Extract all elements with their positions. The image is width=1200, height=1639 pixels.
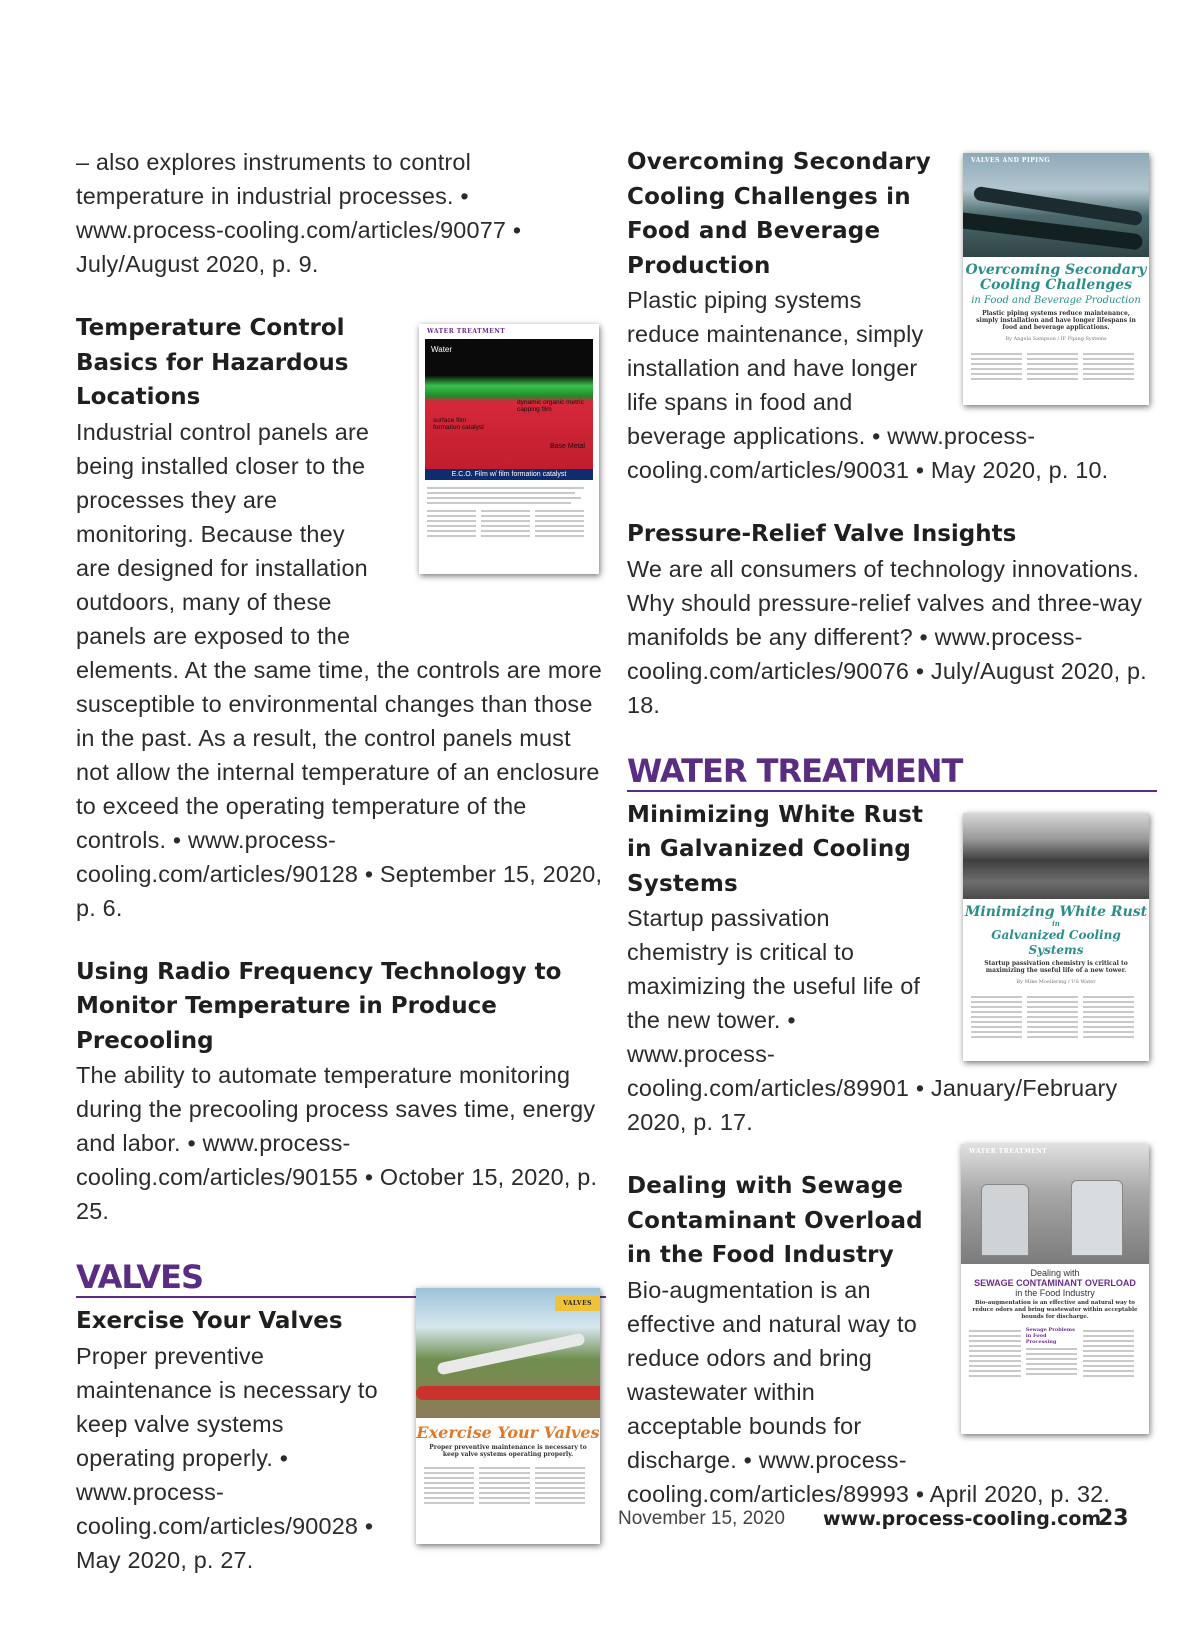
thumb-section-tag: VALVES AND PIPING <box>971 157 1051 164</box>
thumb-subtitle: Startup passivation chemistry is critical to maximizing the useful life of a new tower. <box>984 960 1128 974</box>
body-text-lines <box>963 989 1149 1045</box>
thumb-byline: By Mike Moellering / US Water <box>1016 979 1096 985</box>
thumbnail-white-rust[interactable] <box>963 813 1149 1061</box>
thumb-title-line: Overcoming Secondary <box>965 262 1147 278</box>
pipe-shape <box>436 1333 585 1376</box>
thumb-subtitle: Plastic piping systems reduce maintenance, simply installation and have longer lifespans in food and beverage applications. <box>976 310 1136 331</box>
cooling-tower-photo <box>963 813 1149 899</box>
thumb-title-line: in Food and Beverage Production <box>971 295 1141 306</box>
thumb-title-line: Dealing with <box>1030 1268 1080 1278</box>
thumb-body-heading: Sewage Problems in Food Processing <box>1025 1327 1075 1345</box>
article-title[interactable]: Temperature Control Basics for Hazardous Locations <box>76 315 349 410</box>
article-title[interactable]: Exercise Your Valves <box>76 1308 343 1334</box>
thumb-title-line: Cooling Challenges <box>980 277 1132 293</box>
valves-photo <box>416 1288 600 1418</box>
intro-article <box>76 145 606 281</box>
thumb-title-line: SEWAGE CONTAMINANT OVERLOAD <box>974 1278 1136 1288</box>
article-title[interactable]: Overcoming Secondary Cooling Challenges in Food and Beverage Production <box>627 149 931 279</box>
body-text-lines <box>963 346 1149 387</box>
label-surface-film: surface film formation catalyst <box>433 417 484 431</box>
section-header-water-treatment: WATER TREATMENT <box>627 752 1157 792</box>
article-title[interactable]: Pressure-Relief Valve Insights <box>627 521 1017 547</box>
site-url[interactable]: www.process-cooling.com <box>823 1508 1102 1530</box>
article-summary-text: Industrial control panels are being installed closer to the processes they are monitoring. Because they are designed for installation outdoors, many of these panels are exposed to the elements. At the same time, the controls are more susceptible to environmental changes than those in the past. As a result, the control panels must not allow the internal temperature of an enclosure to exceed the operating temperature of the controls. • www.process-cooling.com/articles/90128 • September 15, 2020, p. 6. <box>76 418 603 921</box>
article-title[interactable]: Using Radio Frequency Technology to Monitor Temperature in Produce Precooling <box>76 958 562 1054</box>
section-header-valves: VALVES <box>76 1258 606 1298</box>
tank-shape <box>1071 1180 1123 1256</box>
thumb-section-tag: WATER TREATMENT <box>427 328 506 335</box>
page-footer <box>618 1508 1138 1538</box>
thumb-title-in: in <box>1052 919 1060 928</box>
thumbnail-temperature-control[interactable] <box>419 324 599 574</box>
body-text-lines <box>419 480 599 544</box>
thumb-title-line: Galvanized Cooling Systems <box>991 928 1121 957</box>
article-title[interactable]: Dealing with Sewage Contaminant Overload in the Food Industry <box>627 1173 923 1268</box>
thumbnail-exercise-valves[interactable] <box>416 1288 600 1544</box>
label-water: Water <box>431 345 453 354</box>
tanks-photo <box>961 1144 1149 1264</box>
body-text-lines <box>961 1323 1149 1384</box>
article-summary-text: Proper preventive maintenance is necessary to keep valve systems operating properly. • www.process-cooling.com/articles/90028 • May 2020, p. 27. <box>76 1342 378 1573</box>
thumb-section-tag: WATER TREATMENT <box>969 1148 1048 1155</box>
article-radio-frequency <box>76 955 606 1229</box>
body-text-lines <box>416 1460 600 1511</box>
article-pressure-relief <box>627 517 1157 722</box>
thumb-title: Exercise Your Valves <box>416 1423 600 1442</box>
thumb-subtitle: Proper preventive maintenance is necessary to keep valve systems operating properly. <box>429 1444 587 1458</box>
article-summary-text: Plastic piping systems reduce maintenance, simply installation and have longer life spans in food and beverage applications. • www.process-cooling.com/articles/90031 • May 2020, p. 10. <box>627 287 1109 483</box>
article-summary-text: Bio-augmentation is an effective and natural way to reduce odors and bring wastewater within acceptable bounds for discharge. • www.process-cooling.com/articles/89993 • April 2020, p. 32. <box>627 1276 1111 1507</box>
thumbnail-sewage[interactable] <box>961 1144 1149 1434</box>
thumb-section-tag: VALVES <box>555 1296 600 1311</box>
thumb-byline: By Angela Sampson / IF Piping Systems <box>1005 336 1107 342</box>
thumb-subtitle: Bio-augmentation is an effective and natural way to reduce odors and bring wastewater within acceptable bounds for discharge. <box>972 1300 1138 1320</box>
tank-shape <box>981 1184 1029 1256</box>
article-title[interactable]: Minimizing White Rust in Galvanized Cooling Systems <box>627 801 924 897</box>
thumbnail-secondary-cooling[interactable] <box>963 153 1149 405</box>
article-summary: The ability to automate temperature monitoring during the precooling process saves time, energy and labor. • www.process-cooling.com/articles/90155 • October 15, 2020, p. 25. <box>76 1062 598 1224</box>
article-summary: We are all consumers of technology innovations. Why should pressure-relief valves and three-way manifolds be any different? • www.process-cooling.com/articles/90076 • July/August 2020, p. 18. <box>627 555 1147 718</box>
intro-text: – also explores instruments to control temperature in industrial processes. • www.process-cooling.com/articles/90077 • July/August 2020, p. 9. <box>76 149 522 277</box>
thumb-title-line: Minimizing White Rust <box>964 904 1148 920</box>
diagram-caption-bar: E.C.O. Film w/ film formation catalyst <box>425 469 593 480</box>
issue-date: November 15, 2020 <box>618 1508 785 1529</box>
piping-photo <box>963 153 1149 257</box>
page-number: 23 <box>1098 1506 1129 1531</box>
film-diagram <box>425 339 593 469</box>
label-base-metal: Base Metal <box>549 443 585 450</box>
article-summary-text: Startup passivation chemistry is critical to maximizing the useful life of the new tower. • www.process-cooling.com/articles/89901 • January/February 2020, p. 17. <box>627 905 1118 1135</box>
pipe-shape <box>416 1386 600 1400</box>
thumb-title-line: in the Food Industry <box>1015 1288 1095 1298</box>
label-dynamic-film: dynamic organic metric capping film <box>517 399 584 413</box>
